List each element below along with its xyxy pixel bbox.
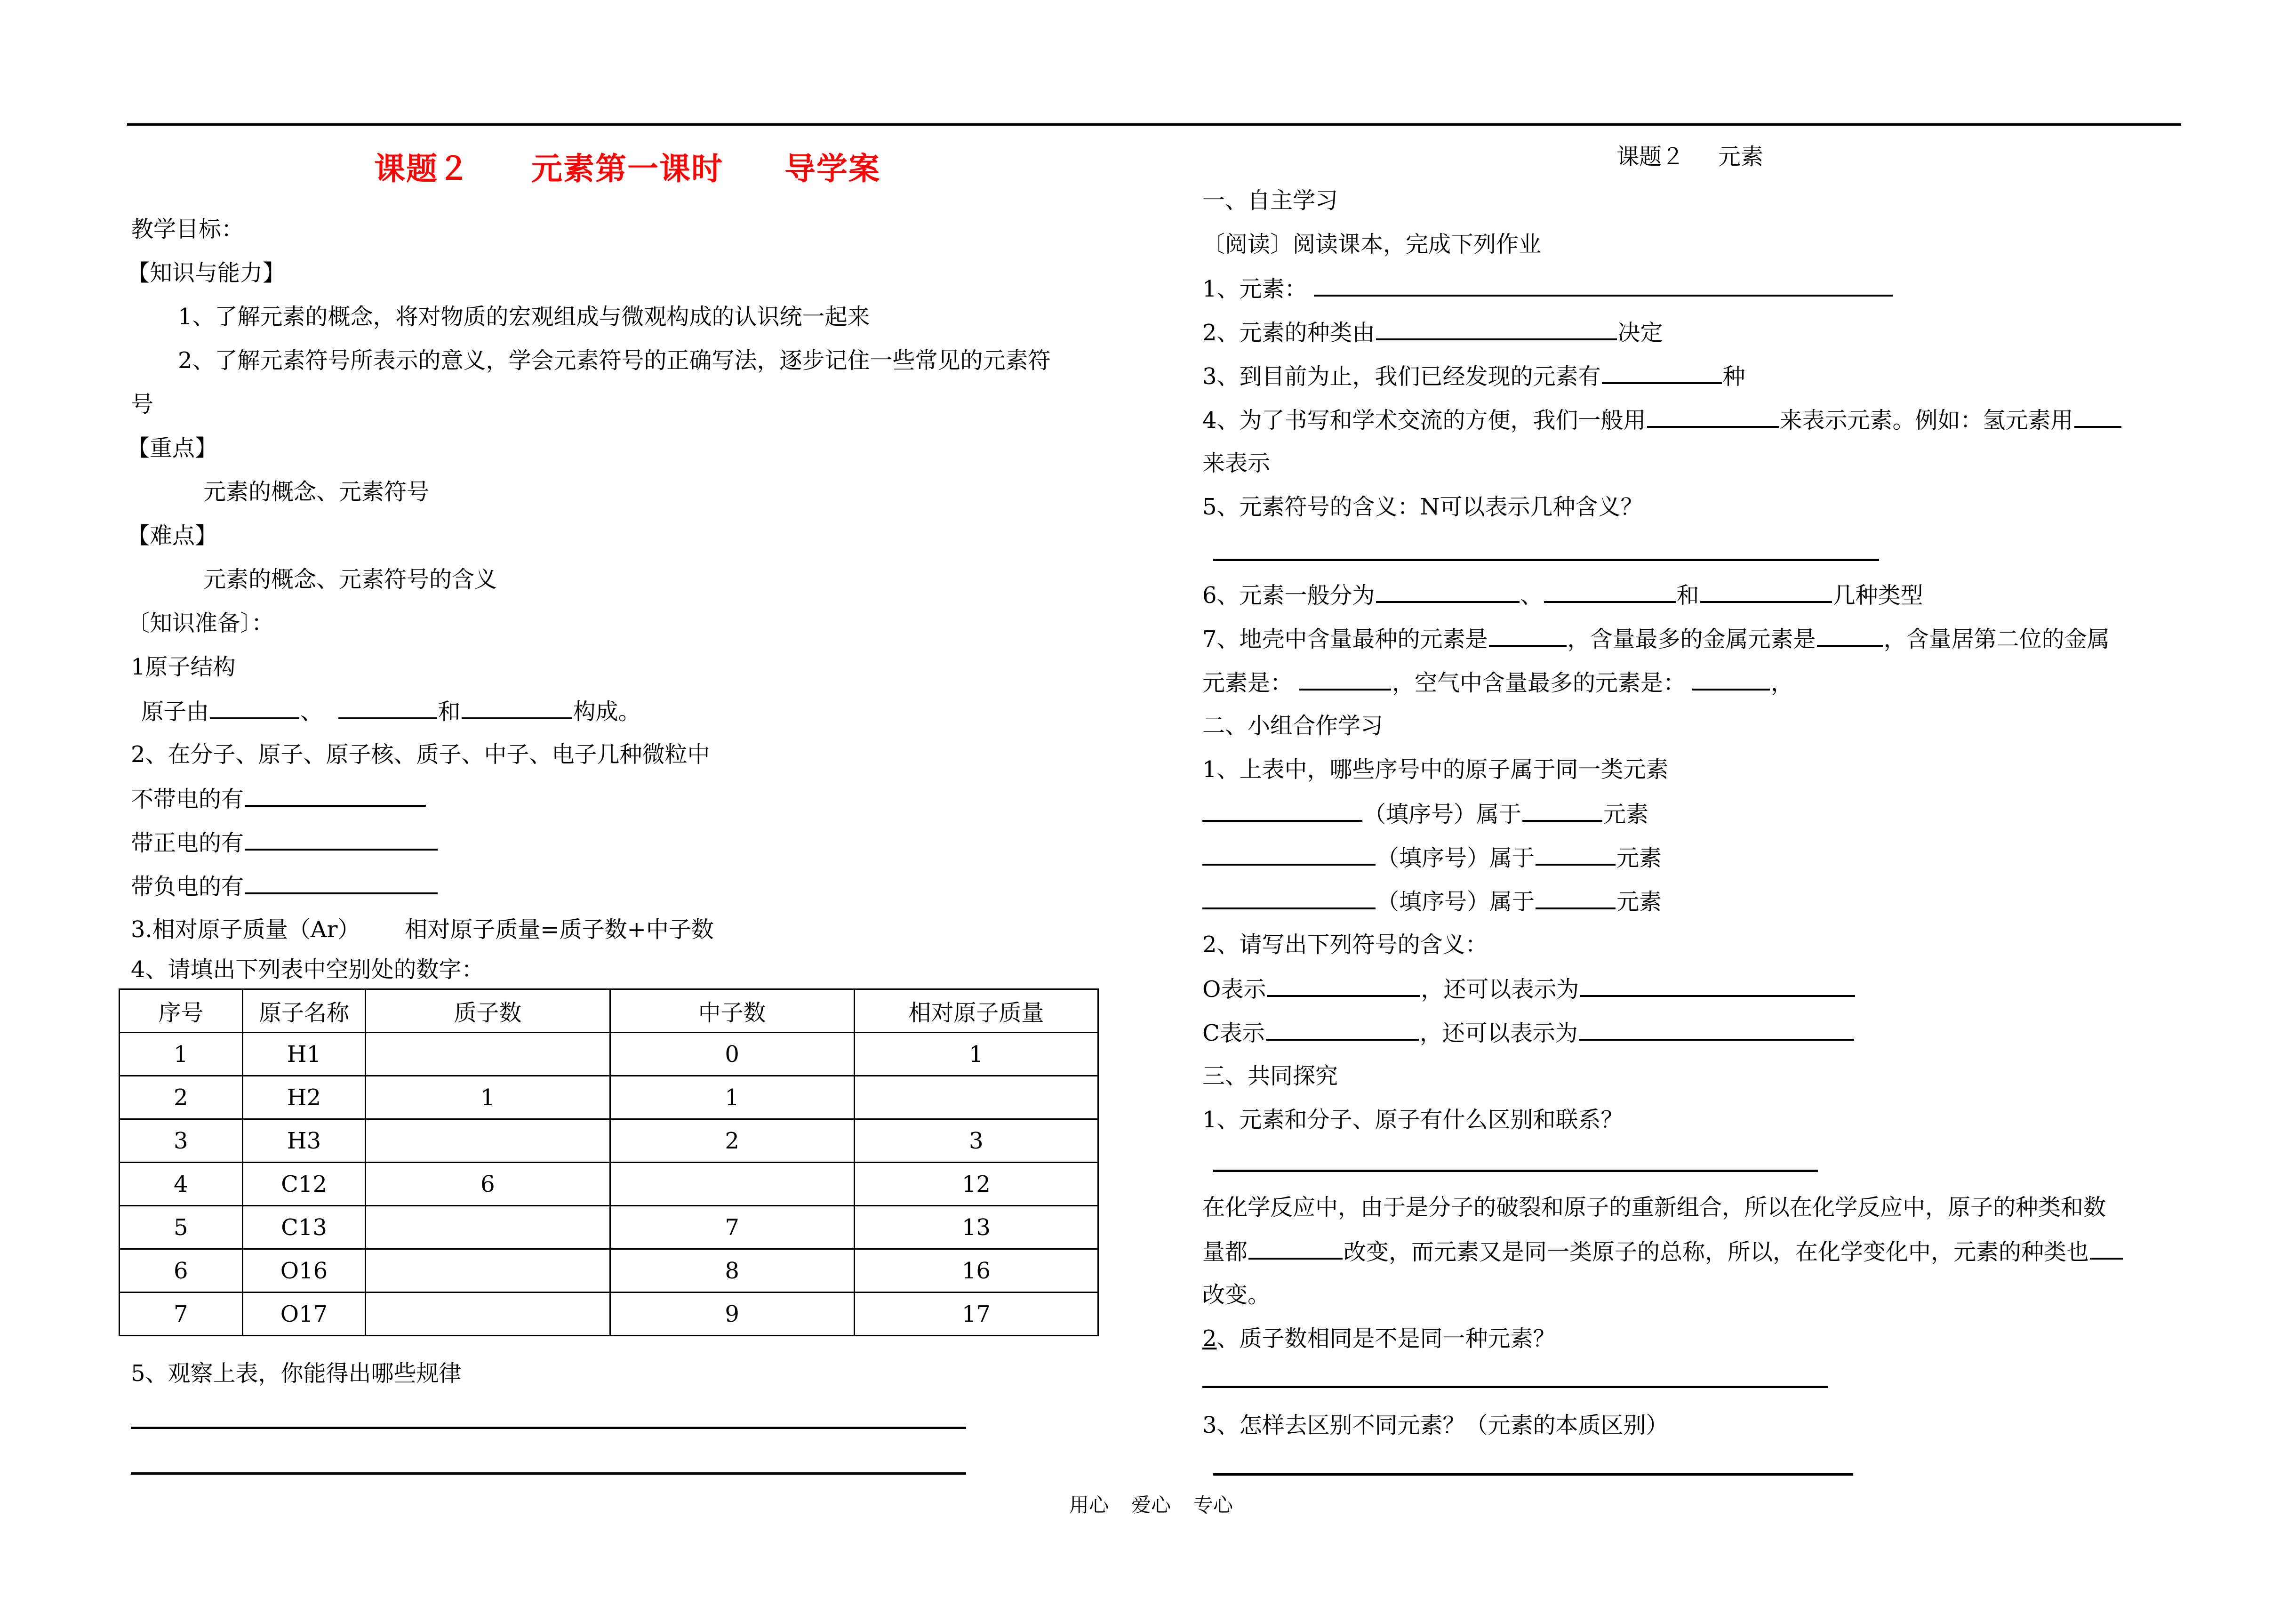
explore-q1: 1、元素和分子、原子有什么区别和联系？ [1202,1107,1624,1133]
cell-relative-mass: 1 [854,1033,1098,1076]
answer-line-observe-2[interactable] [131,1472,966,1475]
cell-index: 3 [120,1119,243,1163]
blank-q6-2[interactable] [1544,580,1676,603]
right-page-header [1616,143,1763,171]
q6-element-classes [1202,580,1923,610]
cell-protons[interactable] [366,1249,610,1293]
cell-index: 7 [120,1293,243,1336]
key-points-text: 元素的概念、元素符号 [203,479,430,505]
fill-row-2-mid: （填序号）属于 [1376,845,1535,871]
answer-line-explore-q2[interactable] [1202,1386,1828,1388]
cell-protons[interactable] [366,1033,610,1076]
blank-atoms-change[interactable] [1248,1237,1343,1260]
paragraph-line1: 在化学反应中，由于是分子的破裂和原子的重新组合，所以在化学反应中，原子的种类和数 [1202,1194,2106,1221]
paragraph-line2-prefix: 量都 [1202,1239,1248,1265]
symbol-o-mid: ，还可以表示为 [1421,976,1579,1003]
q7-part4: 元素是： [1202,670,1293,696]
table-row [120,1293,1098,1336]
negative-label: 带负电的有 [131,874,244,900]
blank-q1[interactable] [1314,274,1893,297]
cell-index: 1 [120,1033,243,1076]
goal-2-line2: 号 [131,391,154,418]
reading-instruction: 〔阅读〕阅读课本，完成下列作业 [1202,231,1542,257]
negative-particles-line [131,872,439,901]
fill-row-2-end: 元素 [1616,845,1662,871]
explore-q3: 3、怎样去区别不同元素？（元素的本质区别） [1202,1412,1669,1438]
symbol-c-mid: ，还可以表示为 [1419,1020,1578,1046]
cell-neutrons: 7 [610,1206,854,1249]
page-footer [1069,1490,1233,1518]
blank-o-also[interactable] [1580,974,1855,997]
cell-relative-mass: 16 [854,1249,1098,1293]
blank-q7-second-metal[interactable] [1299,668,1391,691]
q2-element-type [1202,318,1663,347]
table-row [120,1163,1098,1206]
atom-composed-suffix: 构成。 [573,699,641,725]
cell-protons[interactable] [366,1293,610,1336]
q7-part5: ，空气中含量最多的元素是： [1392,670,1686,696]
difficulties-text: 元素的概念、元素符号的含义 [203,566,497,593]
section1-heading: 一、自主学习 [1202,187,1338,214]
cell-atom-name: H2 [242,1076,366,1119]
blank-positive[interactable] [245,828,438,851]
footer-item-focus: 专心 [1193,1494,1233,1517]
cell-relative-mass[interactable] [854,1076,1098,1119]
q6-sep2: 和 [1676,582,1699,609]
blank-q7-crust[interactable] [1489,624,1567,647]
q6-prefix: 6、元素一般分为 [1202,582,1375,609]
paragraph-line2 [1202,1237,2124,1266]
cell-index: 4 [120,1163,243,1206]
title-part-guide: 导学案 [784,150,880,187]
paragraph-line2-middle: 改变，而元素又是同一类原子的总称，所以，在化学变化中，元素的种类也 [1344,1239,2089,1265]
blank-q2[interactable] [1376,318,1617,340]
blank-atom-part-1[interactable] [210,697,299,719]
q7-part1: 7、地壳中含量最种的元素是 [1202,626,1488,652]
cell-atom-name: H3 [242,1119,366,1163]
table-row [120,1076,1098,1119]
answer-line-explore-q3[interactable] [1213,1473,1853,1476]
table-header-row [120,989,1098,1033]
cell-index: 2 [120,1076,243,1119]
cell-neutrons: 8 [610,1249,854,1293]
knowledge-ability-heading: 【知识与能力】 [127,260,286,286]
teaching-goals-label: 教学目标： [131,216,244,242]
cell-atom-name: C12 [242,1163,366,1206]
blank-elements-change[interactable] [2090,1237,2123,1260]
q7-part3: ，含量居第二位的金属 [1883,626,2110,652]
title-part-topic: 元素第一课时 [531,150,723,187]
neutral-particles-line [131,784,427,813]
atom-composed-prefix: 原子由 [141,699,209,725]
cell-index: 6 [120,1249,243,1293]
q7-part2: ，含量最多的金属元素是 [1567,626,1816,652]
cell-protons[interactable] [366,1206,610,1249]
goal-2-line1: 2、了解元素符号所表示的意义，学会元素符号的正确写法，逐步记住一些常见的元素符 [178,347,1051,374]
fill-row-2 [1202,843,1662,872]
group-q2: 2、请写出下列符号的含义： [1202,931,1488,958]
cell-index: 5 [120,1206,243,1249]
cell-protons: 1 [366,1076,610,1119]
blank-fill-1-element[interactable] [1522,799,1602,822]
footer-item-diligence: 用心 [1069,1494,1109,1517]
title-part-lesson: 课题２ [374,150,470,187]
table-row [120,1249,1098,1293]
blank-q7-metal[interactable] [1817,624,1883,647]
cell-relative-mass: 13 [854,1206,1098,1249]
blank-negative[interactable] [245,872,438,894]
q4-prefix: 4、为了书写和学术交流的方便，我们一般用 [1202,407,1646,434]
cell-neutrons[interactable] [610,1163,854,1206]
col-header-atom-name: 原子名称 [242,989,366,1033]
goal-1: 1、了解元素的概念，将对物质的宏观组成与微观构成的认识统一起来 [178,304,870,330]
relative-mass-formula: 相对原子质量=质子数+中子数 [405,916,714,943]
q1-element-definition [1202,274,1894,303]
cell-protons: 6 [366,1163,610,1206]
isotope-table [119,988,1099,1336]
cell-neutrons: 1 [610,1076,854,1119]
blank-fill-3-index[interactable] [1202,887,1376,909]
blank-o-meaning[interactable] [1267,974,1420,997]
table-row [120,1033,1098,1076]
key-points-heading: 【重点】 [127,435,218,461]
neutral-label: 不带电的有 [131,786,244,812]
difficulties-heading: 【难点】 [127,522,218,549]
knowledge-prep-heading: 〔知识准备〕： [127,610,274,636]
explore-q2-num: 2 [1202,1325,1217,1352]
blank-fill-3-element[interactable] [1536,887,1616,909]
q3-suffix: 种 [1722,363,1745,390]
cell-atom-name: C13 [242,1206,366,1249]
fill-row-3-end: 元素 [1616,889,1662,915]
table-row [120,1206,1098,1249]
blank-q7-air[interactable] [1692,668,1770,691]
fill-row-1 [1202,799,1648,828]
paragraph-line3: 改变。 [1202,1282,1271,1308]
cell-atom-name: H1 [242,1033,366,1076]
observe-question: 5、观察上表，你能得出哪些规律 [131,1360,462,1387]
cell-relative-mass: 3 [854,1119,1098,1163]
blank-q4-hydrogen[interactable] [2074,405,2121,428]
top-rule [127,123,2181,126]
answer-line-q5[interactable] [1213,559,1879,561]
positive-label: 带正电的有 [131,830,244,856]
q4-line2: 来表示 [1202,450,1271,476]
blank-q4-symbol[interactable] [1647,405,1779,428]
blank-atom-part-2[interactable] [338,697,437,719]
cell-neutrons: 0 [610,1033,854,1076]
q7-part6: ， [1771,670,1794,696]
blank-q3[interactable] [1602,361,1722,384]
atom-composed-sep1: 、 [300,699,323,725]
blank-atom-part-3[interactable] [462,697,572,719]
right-header-lesson: 课题２ [1616,144,1685,170]
symbol-o-line [1202,974,1856,1004]
col-header-protons: 质子数 [366,989,610,1033]
fill-row-1-end: 元素 [1603,801,1649,827]
section3-heading: 三、共同探究 [1202,1063,1338,1089]
col-header-neutrons: 中子数 [610,989,854,1033]
left-page-title [374,144,880,188]
footer-item-love: 爱心 [1131,1494,1171,1517]
blank-fill-1-index[interactable] [1202,799,1362,822]
answer-line-observe-1[interactable] [131,1427,966,1429]
fill-row-3 [1202,887,1662,916]
fill-row-3-mid: （填序号）属于 [1376,889,1535,915]
atom-composition-line [141,697,641,726]
table-row [120,1119,1098,1163]
col-header-relative-mass: 相对原子质量 [854,989,1098,1033]
blank-c-meaning[interactable] [1266,1018,1419,1041]
relative-mass-label: 3.相对原子质量（Ar） [131,916,360,943]
symbol-o-prefix: O表示 [1202,976,1266,1003]
atom-structure-label: 1原子结构 [131,654,236,680]
group-q1: 1、上表中，哪些序号中的原子属于同一类元素 [1202,756,1669,783]
positive-particles-line [131,828,439,857]
cell-neutrons: 9 [610,1293,854,1336]
cell-atom-name: O17 [242,1293,366,1336]
symbol-c-prefix: C表示 [1202,1020,1265,1046]
particles-question: 2、在分子、原子、原子核、质子、中子、电子几种微粒中 [131,741,710,768]
q6-sep1: 、 [1520,582,1543,609]
blank-q6-3[interactable] [1700,580,1832,603]
cell-protons[interactable] [366,1119,610,1163]
blank-c-also[interactable] [1579,1018,1854,1041]
q7-line1 [1202,624,2110,653]
q7-line2 [1202,668,1793,697]
cell-neutrons: 2 [610,1119,854,1163]
explore-q2-text: 、质子数相同是不是同一种元素？ [1216,1325,1556,1352]
q5-symbol-meaning: 5、元素符号的含义：N可以表示几种含义？ [1202,494,1643,520]
blank-neutral[interactable] [245,784,426,807]
q3-element-count [1202,361,1745,391]
relative-mass-line [131,915,714,944]
section2-heading: 二、小组合作学习 [1202,713,1384,739]
right-header-topic: 元素 [1718,144,1764,170]
symbol-c-line [1202,1018,1855,1047]
atom-composed-sep2: 和 [438,699,461,725]
q2-suffix: 决定 [1617,320,1663,346]
q6-suffix: 几种类型 [1832,582,1923,609]
blank-fill-2-index[interactable] [1202,843,1376,866]
cell-relative-mass: 12 [854,1163,1098,1206]
q4-element-symbol [1202,405,2122,434]
blank-q6-1[interactable] [1376,580,1520,603]
explore-q2 [1202,1325,1556,1353]
cell-relative-mass: 17 [854,1293,1098,1336]
q3-prefix: 3、到目前为止，我们已经发现的元素有 [1202,363,1601,390]
cell-atom-name: O16 [242,1249,366,1293]
fill-row-1-mid: （填序号）属于 [1363,801,1522,827]
answer-line-explore-q1[interactable] [1213,1170,1818,1172]
blank-fill-2-element[interactable] [1536,843,1616,866]
table-instruction: 4、请填出下列表中空别处的数字： [131,956,484,983]
q1-prefix: 1、元素： [1202,276,1307,302]
q4-middle: 来表示元素。例如：氢元素用 [1779,407,2073,434]
col-header-index: 序号 [120,989,243,1033]
q2-prefix: 2、元素的种类由 [1202,320,1375,346]
